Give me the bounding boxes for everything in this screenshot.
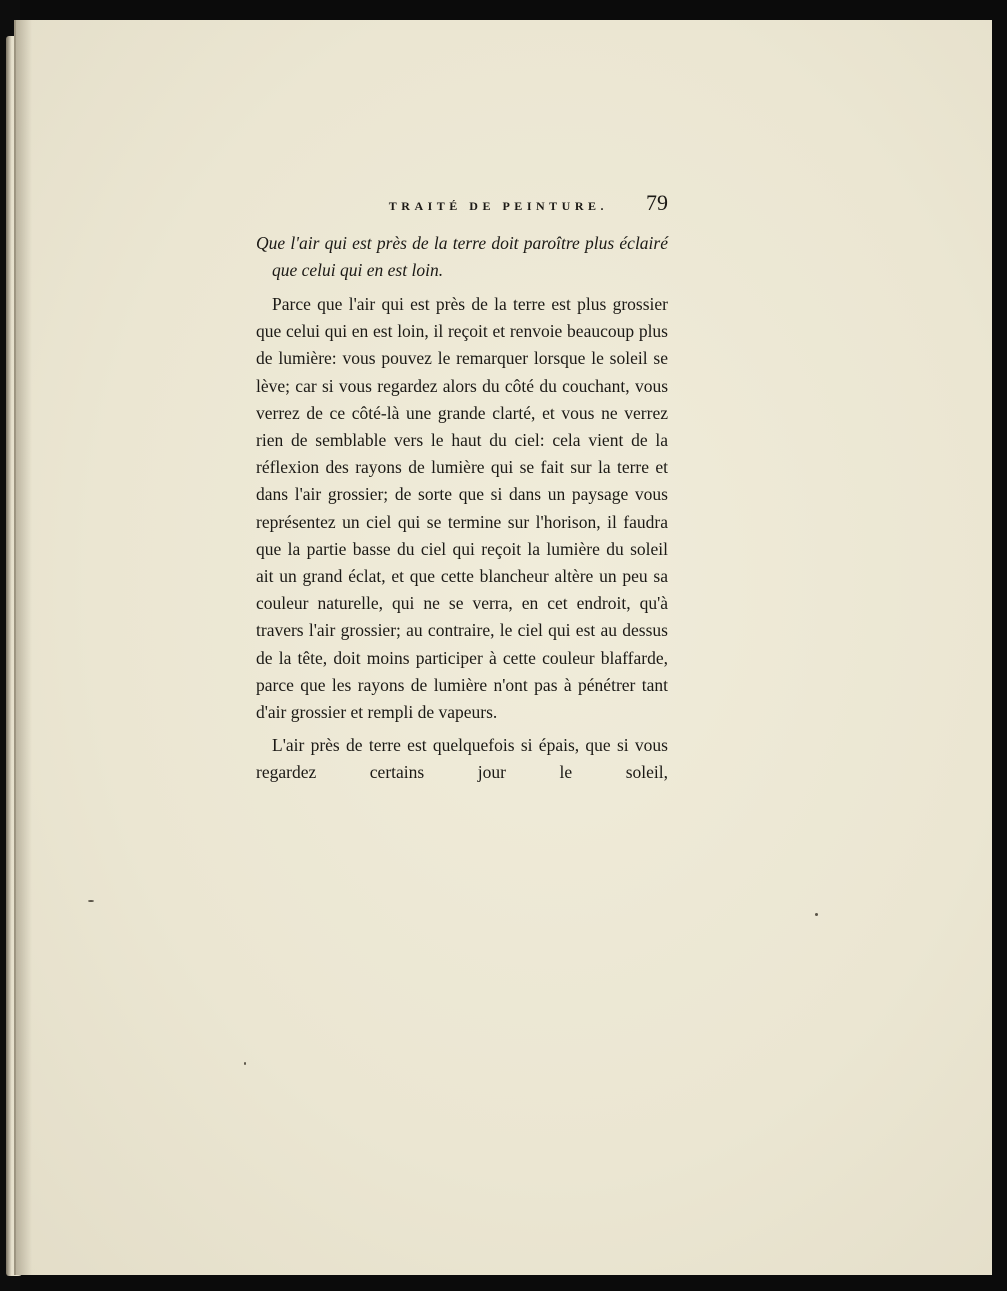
running-head: TRAITÉ DE PEINTURE. <box>388 199 608 213</box>
page-header <box>256 190 668 226</box>
page-number: 79 <box>646 190 668 215</box>
paper-speck <box>815 913 818 916</box>
text-column <box>256 190 668 793</box>
body-paragraph: L'air près de terre est quelquefois si épais, que si vous regardez certains jour le soleil, <box>256 735 668 783</box>
paper-speck <box>88 900 94 902</box>
gutter-shadow <box>14 20 32 1275</box>
chapter-heading: Que l'air qui est près de la terre doit paroître plus éclairé que celui qui en est loin. <box>256 233 668 280</box>
body-paragraph: Parce que l'air qui est près de la terre est plus grossier que celui qui en est loin, il reçoit et renvoie beaucoup plus de lumière: vous pouvez le remarquer lorsque le soleil se lève; car si vous regardez alors du côté du couchant, vous verrez de ce côté-là une grande clarté, et vous ne verrez rien de semblable vers le haut du ciel: cela vient de la réflexion des rayons de lumière qui se fait sur la terre et dans l'air grossier; de sorte que si dans un paysage vous représentez un ciel qui se termine sur l'horison, il faudra que la partie basse du ciel qui reçoit la lumière du soleil ait un grand éclat, et que cette blancheur altère un peu sa couleur naturelle, qui ne se verra, en cet endroit, qu'à travers l'air grossier; au contraire, le ciel qui est au dessus de la tête, doit moins participer à cette couleur blaffarde, parce que les rayons de lumière n'ont pas à pénétrer tant d'air grossier et rempli de vapeurs. <box>256 294 668 723</box>
paper-speck <box>244 1062 246 1065</box>
